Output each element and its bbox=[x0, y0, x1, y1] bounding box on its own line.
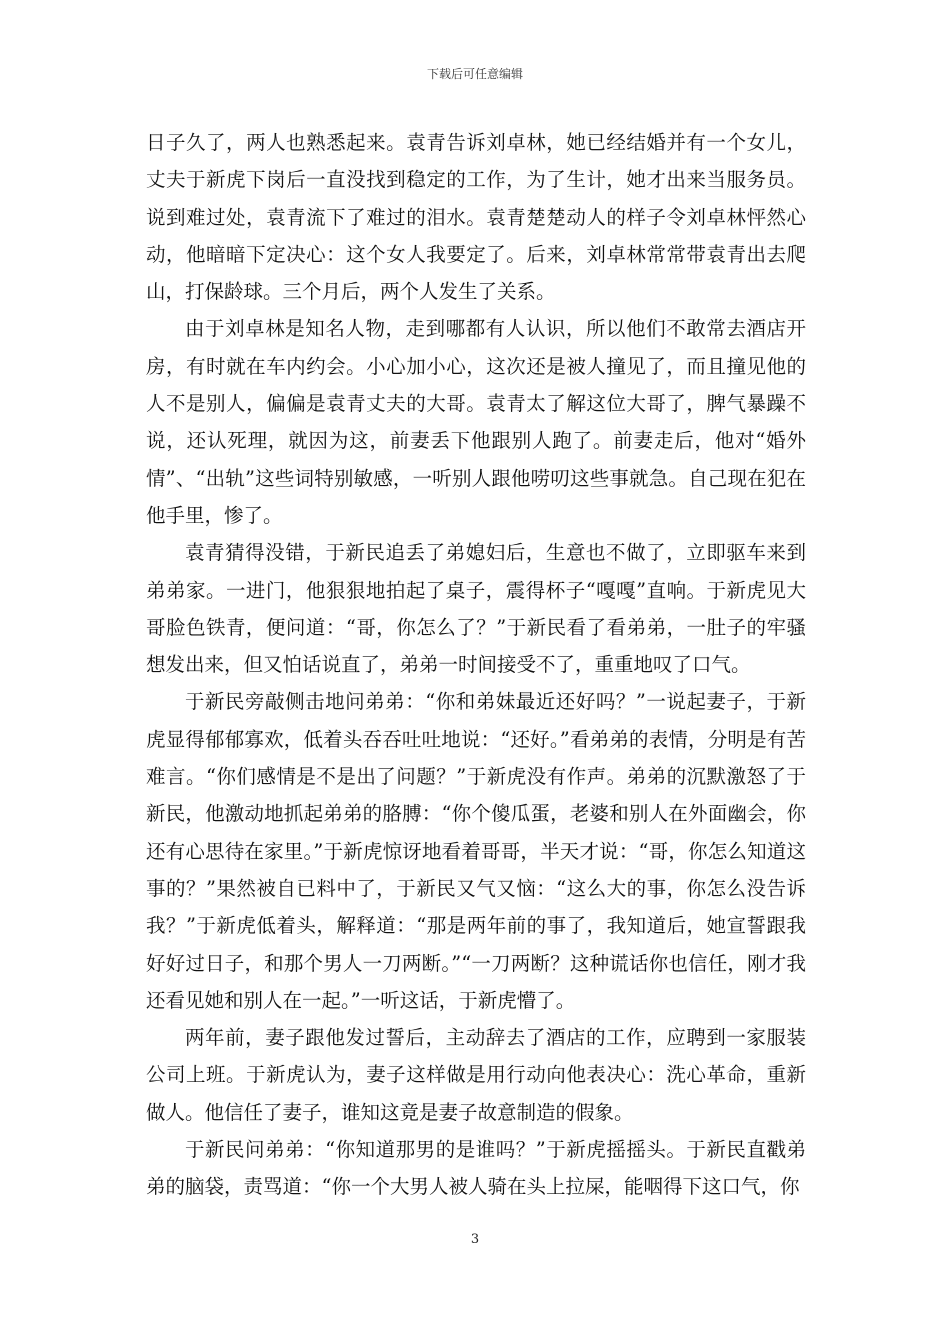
paragraph-4: 于新民旁敲侧击地问弟弟：“你和弟妹最近还好吗？”一说起妻子，于新虎显得郁郁寡欢，低着头吞吞吐吐地说：“还好。”看弟弟的表情，分明是有苦难言。“你们感情是不是出了问题？”于新虎没有作声。弟弟的沉默激怒了于新民，他激动地抓起弟弟的胳膊：“你个傻瓜蛋，老婆和别人在外面幽会，你还有心思待在家里。”于新虎惊讶地看着哥哥，半天才说：“哥，你怎么知道这事的？”果然被自已料中了，于新民又气又恼：“这么大的事，你怎么没告诉我？”于新虎低着头，解释道：“那是两年前的事了，我知道后，她宣誓跟我好好过日子，和那个男人一刀两断。”“一刀两断？这种谎话你也信任，刚才我还看见她和别人在一起。”一听这话，于新虎懵了。 bbox=[146, 690, 806, 1012]
page-header: 下载后可任意编辑 bbox=[426, 67, 523, 81]
paragraph-3: 袁青猜得没错，于新民追丢了弟媳妇后，生意也不做了，立即驱车来到弟弟家。一进门，他狠狠地拍起了桌子，震得杯子“嘎嘎”直响。于新虎见大哥脸色铁青，便问道：“哥，你怎么了？”于新民看了看弟弟，一肚子的牢骚想发出来，但又怕话说直了，弟弟一时间接受不了，重重地叹了口气。 bbox=[146, 541, 806, 677]
page-number: 3 bbox=[470, 1232, 480, 1247]
paragraph-2: 由于刘卓林是知名人物，走到哪都有人认识，所以他们不敢常去酒店开房，有时就在车内约会。小心加小心，这次还是被人撞见了，而且撞见他的人不是别人，偏偏是袁青丈夫的大哥。袁青太了解这位大哥了，脾气暴躁不说，还认死理，就因为这，前妻丢下他跟别人跑了。前妻走后，他对“婚外情”、“出轨”这些词特别敏感，一听别人跟他唠叨这些事就急。自己现在犯在他手里，惨了。 bbox=[146, 317, 806, 527]
paragraph-6: 于新民问弟弟：“你知道那男的是谁吗？”于新虎摇摇头。于新民直戳弟弟的脑袋，责骂道：“你一个大男人被人骑在头上拉屎，能咽得下这口气，你 bbox=[146, 1138, 806, 1199]
document-body bbox=[146, 124, 806, 1206]
paragraph-1: 日子久了，两人也熟悉起来。袁青告诉刘卓林，她已经结婚并有一个女儿，丈夫于新虎下岗后一直没找到稳定的工作，为了生计，她才出来当服务员。说到难过处，袁青流下了难过的泪水。袁青楚楚动人的样子令刘卓林怦然心动，他暗暗下定决心：这个女人我要定了。后来，刘卓林常常带袁青出去爬山，打保龄球。三个月后，两个人发生了关系。 bbox=[146, 131, 806, 304]
paragraph-5: 两年前，妻子跟他发过誓后，主动辞去了酒店的工作，应聘到一家服装公司上班。于新虎认为，妻子这样做是用行动向他表决心：洗心革命，重新做人。他信任了妻子，谁知这竟是妻子故意制造的假象。 bbox=[146, 1026, 806, 1124]
